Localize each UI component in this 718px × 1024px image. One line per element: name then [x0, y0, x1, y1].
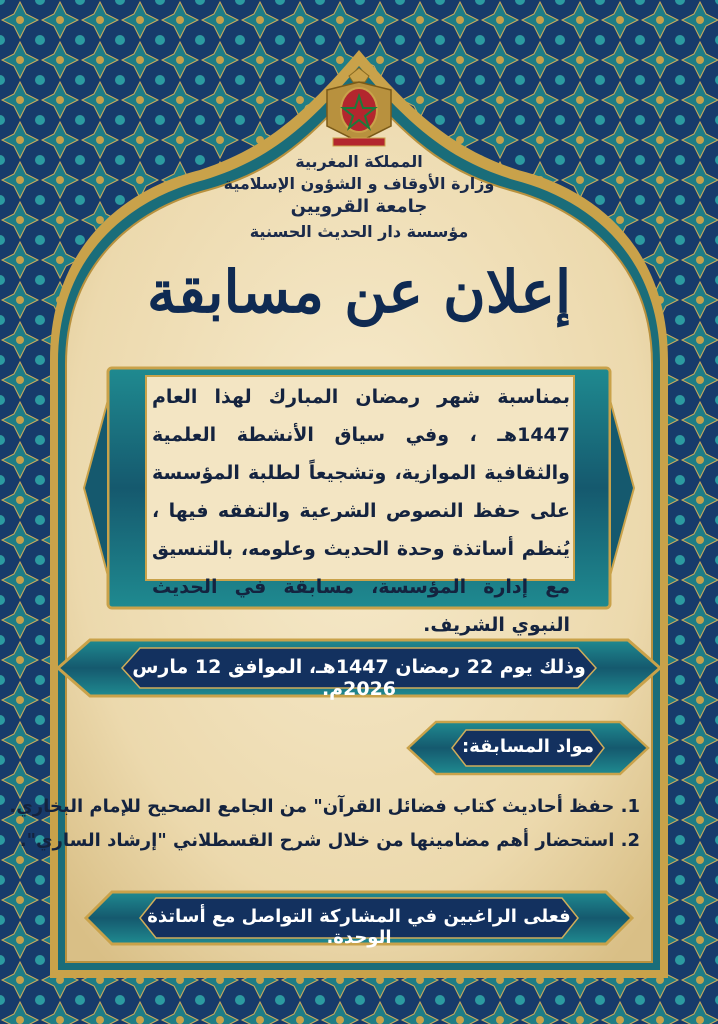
header-line-institution: مؤسسة دار الحديث الحسنية: [249, 222, 469, 241]
date-banner: وذلك يوم 22 رمضان 1447هـ، الموافق 12 مارس 2026م.: [132, 656, 586, 700]
closing-banner: فعلى الراغبين في المشاركة التواصل مع أساتذة الوحدة.: [147, 906, 571, 948]
list-item: 2. استحضار أهم مضامينها من خلال شرح القسطلاني "إرشاد الساري".: [19, 830, 640, 851]
announcement-title: إعلان عن مسابقة: [146, 258, 572, 326]
header-line-kingdom: المملكة المغربية: [295, 152, 423, 171]
header-line-ministry: وزارة الأوقاف و الشؤون الإسلامية: [223, 174, 495, 193]
subjects-list: [9, 790, 640, 858]
moroccan-coat-of-arms-icon: [319, 66, 399, 150]
list-item: 1. حفظ أحاديث كتاب فضائل القرآن" من الجامع الصحيح للإمام البخاري.: [9, 796, 640, 817]
intro-paragraph: بمناسبة شهر رمضان المبارك لهذا العام 1447هـ ، وفي سياق الأنشطة العلمية والثقافية الموازية، وتشجيعاً لطلبة المؤسسة على حفظ النصوص الشرعية والتفقه فيها ، يُنظم أساتذة وحدة الحديث وعلومه، بالتنسيق مع إدارة المؤسسة، مسابقة في الحديث النبوي الشريف.: [152, 386, 570, 636]
header-line-university: جامعة القرويين: [290, 196, 428, 217]
subjects-label: مواد المسابقة:: [461, 736, 594, 757]
